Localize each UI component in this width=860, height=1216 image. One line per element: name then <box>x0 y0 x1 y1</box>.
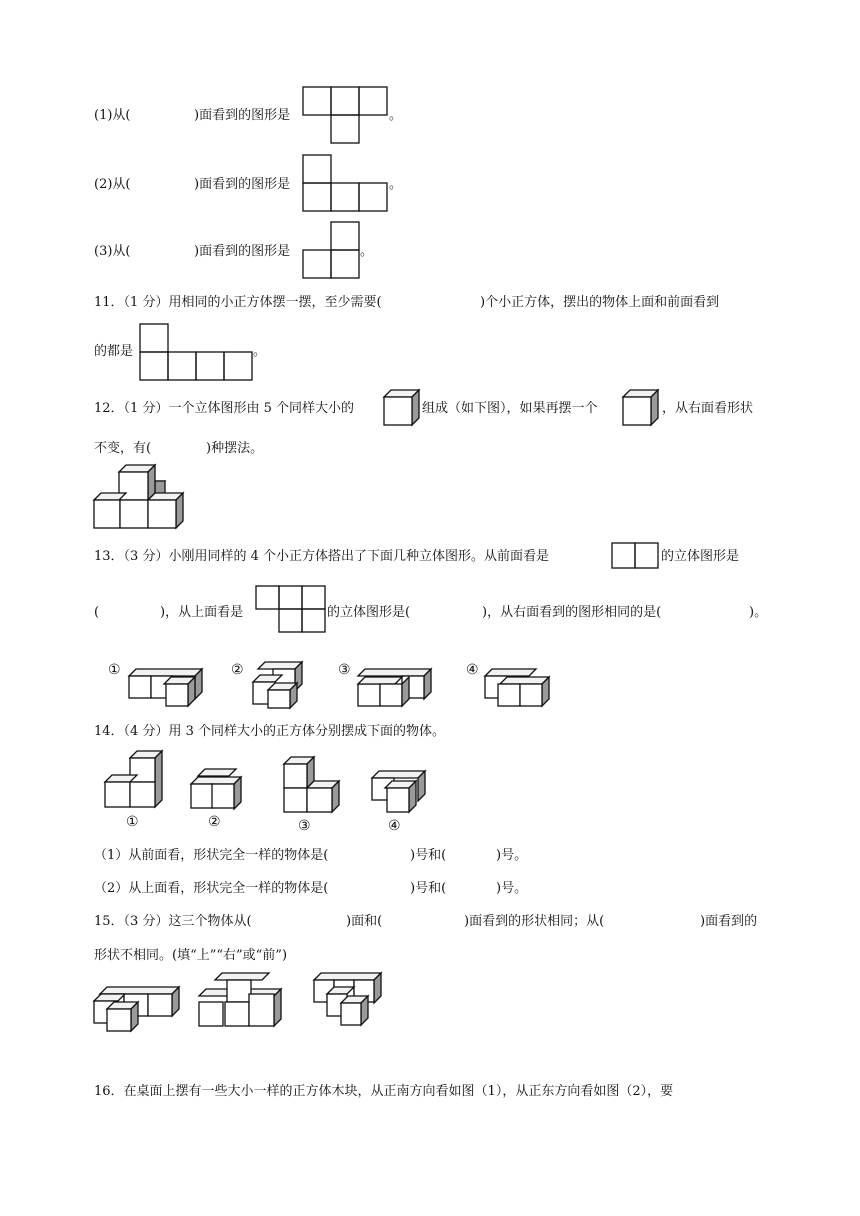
q13-line2-e: )。 <box>749 605 768 620</box>
q13-solid-2 <box>250 660 310 710</box>
q14-stem: 14．（4 分）用 3 个同样大小的正方体分别摆成下面的物体。 <box>94 724 445 739</box>
q12-line2-a: 不变，有( <box>94 441 152 456</box>
q13-label-1: ① <box>108 662 121 678</box>
q12-line1-a: 12．（1 分）一个立体图形由 5 个同样大小的 <box>94 401 354 416</box>
q14-label-1: ① <box>126 814 139 830</box>
q14-sub2-b: )号和( <box>410 881 447 896</box>
q14-sub1-c: )号。 <box>496 848 528 863</box>
q10-sub2-prefix: (2)从( <box>94 177 131 192</box>
q14-solid-4 <box>371 770 431 816</box>
q13-line1-b: 的立体图形是 <box>661 549 740 564</box>
q13-front-view-figure <box>611 542 661 570</box>
q15-line2: 形状不相同。(填“上”“右”或“前”) <box>94 948 288 963</box>
q13-line1-a: 13．（3 分）小刚用同样的 4 个小正方体搭出了下面几种立体图形。从前面看是 <box>94 549 549 564</box>
q14-sub2-c: )号。 <box>496 881 528 896</box>
q13-solid-1 <box>126 668 206 710</box>
q11-view-figure <box>139 323 255 383</box>
q13-label-2: ② <box>231 662 244 678</box>
q13-line2-d: )，从右面看到的图形相同的是( <box>482 605 662 620</box>
q16-line1: 16．在桌面上摆有一些大小一样的正方体木块，从正南方向看如图（1），从正东方向看如图（2），要 <box>94 1084 674 1099</box>
q10-sub2-middle: )面看到的图形是 <box>194 177 291 192</box>
q14-sub1-a: （1）从前面看，形状完全一样的物体是( <box>94 848 329 863</box>
q11-line2-b: 。 <box>253 344 267 359</box>
q13-line2-c: 的立体图形是( <box>327 605 411 620</box>
q13-solid-3 <box>355 668 435 710</box>
q12-line1-b: 组成（如下图），如果再摆一个 <box>422 401 598 416</box>
q10-sub3-end: 。 <box>360 244 374 259</box>
q12-line2-b: )种摆法。 <box>206 441 264 456</box>
q14-solid-1 <box>104 750 166 812</box>
q13-solid-4 <box>482 668 552 710</box>
q14-sub2-a: （2）从上面看，形状完全一样的物体是( <box>94 881 329 896</box>
q15-line1-a: 15．（3 分）这三个物体从( <box>94 914 252 929</box>
q13-label-3: ③ <box>338 662 351 678</box>
q10-sub2-end: 。 <box>389 177 403 192</box>
q10-sub3-prefix: (3)从( <box>94 244 131 259</box>
q13-line2-b: )，从上面看是 <box>160 605 244 620</box>
q12-cube-icon <box>383 389 421 429</box>
q14-sub1-b: )号和( <box>410 848 447 863</box>
q12-line1-c: ，从右面看形状 <box>662 401 754 416</box>
q14-label-2: ② <box>208 814 221 830</box>
q10-view3-figure <box>302 221 364 281</box>
q14-label-3: ③ <box>298 818 311 834</box>
q13-line2-a: ( <box>94 605 100 620</box>
q13-label-4: ④ <box>466 662 479 678</box>
q14-solid-2 <box>190 768 246 812</box>
q13-top-view-figure <box>255 585 327 635</box>
q14-solid-3 <box>283 756 343 816</box>
q12-solid-figure <box>93 464 185 532</box>
q10-sub1-end: 。 <box>389 108 403 123</box>
q15-solid-1 <box>93 978 185 1038</box>
q11-line1-b: )个小正方体，摆出的物体上面和前面看到 <box>480 295 720 310</box>
q10-sub3-middle: )面看到的图形是 <box>194 244 291 259</box>
q10-sub1-prefix: (1)从( <box>94 108 131 123</box>
q15-line1-c: )面看到的形状相同；从( <box>464 914 605 929</box>
q12-cube-icon-2 <box>622 389 660 429</box>
q11-line2-a: 的都是 <box>94 344 134 359</box>
q15-line1-d: )面看到的 <box>700 914 758 929</box>
q15-line1-b: )面和( <box>346 914 383 929</box>
q10-view2-figure <box>302 154 392 214</box>
q10-view1-figure <box>302 86 392 146</box>
q10-sub1-middle: )面看到的图形是 <box>194 108 291 123</box>
q11-line1-a: 11．（1 分）用相同的小正方体摆一摆，至少需要( <box>94 295 382 310</box>
q14-label-4: ④ <box>388 818 401 834</box>
q15-solid-3 <box>311 972 387 1032</box>
q15-solid-2 <box>197 972 287 1032</box>
